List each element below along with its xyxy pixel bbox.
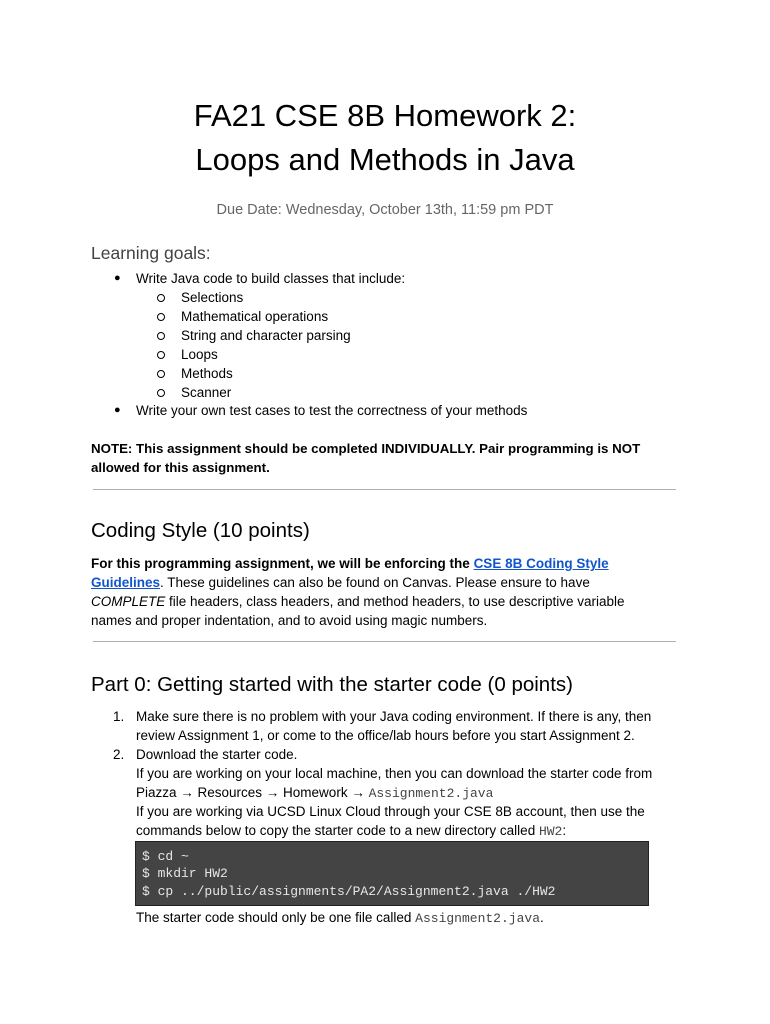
goal-subitem: Loops xyxy=(181,347,218,362)
part0-heading: Part 0: Getting started with the starter code (0 points) xyxy=(91,673,573,696)
coding-style-guidelines-link[interactable]: CSE 8B Coding Style xyxy=(473,556,609,571)
coding-style-text: . These guidelines can also be found on Canvas. Please ensure to have xyxy=(160,575,590,590)
goal-item-2: Write your own test cases to test the correctness of your methods xyxy=(136,403,528,418)
bullet-circle-icon xyxy=(157,389,165,397)
bullet-dot-icon: ● xyxy=(114,272,121,284)
coding-style-guidelines-link-cont[interactable]: Guidelines xyxy=(91,575,161,590)
coding-style-intro: For this programming assignment, we will be enforcing the xyxy=(91,556,474,571)
step2-line-4: If you are working via UCSD Linux Cloud through your CSE 8B account, then use the xyxy=(136,804,645,819)
page-title-line1: FA21 CSE 8B Homework 2: xyxy=(193,98,577,133)
step2-path-text: Piazza → Resources → Homework → xyxy=(136,785,369,800)
note-line-1: NOTE: This assignment should be completed INDIVIDUALLY. Pair programming is NOT xyxy=(91,441,641,456)
goal-subitem: Mathematical operations xyxy=(181,309,329,324)
learning-goals-heading: Learning goals: xyxy=(91,243,211,263)
goal-subitem: Selections xyxy=(181,290,244,305)
step-number: 1. xyxy=(113,709,125,724)
page-title-line2: Loops and Methods in Java xyxy=(195,142,575,177)
bullet-circle-icon xyxy=(157,294,165,302)
step1-line-2: review Assignment 1, or come to the office/lab hours before you start Assignment 2. xyxy=(136,728,635,743)
code-block xyxy=(135,841,649,906)
coding-style-heading: Coding Style (10 points) xyxy=(91,519,310,542)
step2-line-1: Download the starter code. xyxy=(136,747,298,762)
code-line: $ cd ~ xyxy=(142,849,189,864)
directory-name: HW2 xyxy=(538,824,563,839)
step2-dir-text: commands below to copy the starter code to a new directory called xyxy=(136,823,539,838)
coding-style-line-2 xyxy=(91,573,590,592)
after-code-text: The starter code should only be one file called xyxy=(136,910,416,925)
coding-style-text: file headers, class headers, and method headers, to use descriptive variable xyxy=(165,594,625,609)
coding-style-emphasis: COMPLETE xyxy=(91,594,166,609)
bullet-circle-icon xyxy=(157,313,165,321)
starter-file-name: Assignment2.java xyxy=(368,786,494,801)
step2-line-3 xyxy=(136,783,493,803)
goal-subitem: Scanner xyxy=(181,385,232,400)
note-line-2: allowed for this assignment. xyxy=(91,460,270,475)
step2-line-2: If you are working on your local machine, then you can download the starter code from xyxy=(136,766,653,781)
starter-file-name: Assignment2.java xyxy=(415,911,540,926)
bullet-circle-icon xyxy=(157,370,165,378)
section-divider xyxy=(93,641,676,642)
goal-subitem: String and character parsing xyxy=(181,328,351,343)
goal-subitem: Methods xyxy=(181,366,233,381)
code-line: $ mkdir HW2 xyxy=(142,866,228,881)
coding-style-line-4: names and proper indentation, and to avoid using magic numbers. xyxy=(91,613,488,628)
bullet-circle-icon xyxy=(157,332,165,340)
step2-line-5 xyxy=(136,821,566,841)
after-code-line xyxy=(136,908,544,928)
bullet-circle-icon xyxy=(157,351,165,359)
due-date: Due Date: Wednesday, October 13th, 11:59 pm PDT xyxy=(216,202,554,218)
section-divider xyxy=(93,489,676,490)
code-line: $ cp ../public/assignments/PA2/Assignment2.java ./HW2 xyxy=(142,884,556,899)
goal-item-1: Write Java code to build classes that include: xyxy=(136,271,406,286)
punctuation: . xyxy=(540,910,544,925)
coding-style-line-1 xyxy=(91,554,609,573)
step-number: 2. xyxy=(113,747,125,762)
punctuation: : xyxy=(562,823,567,838)
coding-style-line-3 xyxy=(91,592,625,611)
bullet-dot-icon: ● xyxy=(114,404,121,416)
step1-line-1: Make sure there is no problem with your Java coding environment. If there is any, then xyxy=(136,709,652,724)
